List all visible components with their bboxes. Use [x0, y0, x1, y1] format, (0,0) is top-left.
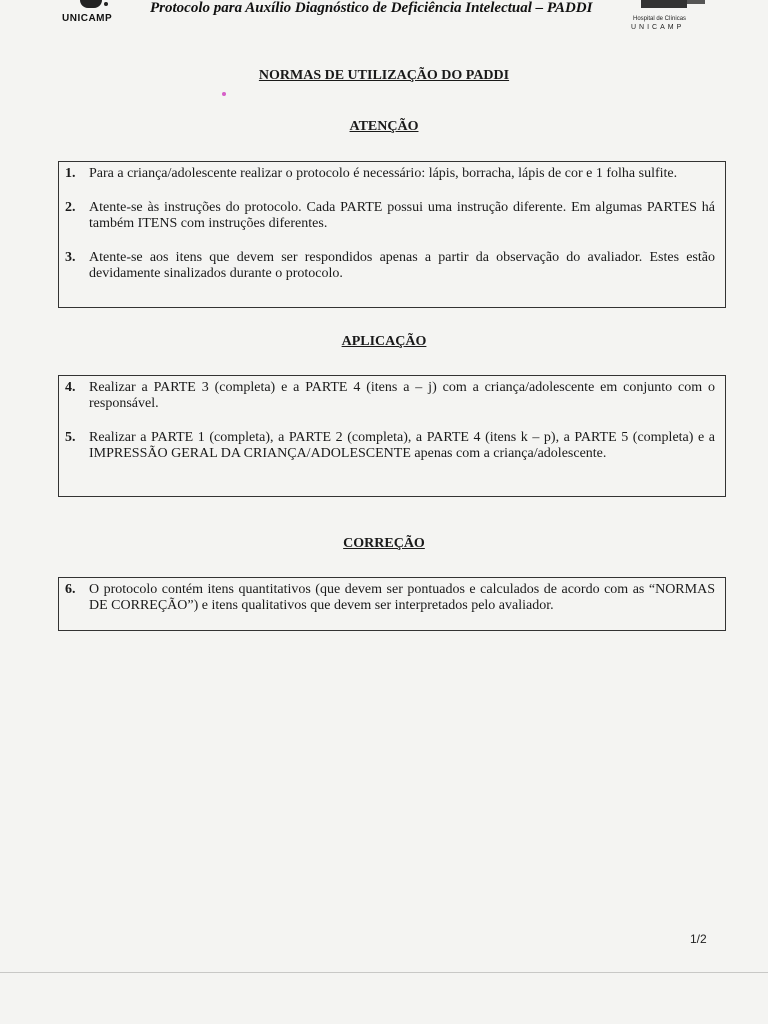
section-heading-aplicacao: APLICAÇÃO [341, 334, 427, 349]
main-heading: NORMAS DE UTILIZAÇÃO DO PADDI [258, 68, 510, 83]
item-text: Realizar a PARTE 1 (completa), a PARTE 2 (completa), a PARTE 4 (itens k – p), a PARTE 5 (completa) e a IMPRESSÃO GERAL DA CRIANÇA/ADOLESCENTE apenas com a criança/adolescente. [89, 430, 715, 461]
scan-speck [222, 92, 226, 96]
item-number: 3. [65, 250, 76, 265]
aplicacao-box [58, 375, 726, 497]
list-item [65, 166, 715, 182]
unicamp-logo-text: UNICAMP [62, 13, 113, 24]
item-text: Atente-se aos itens que devem ser respondidos apenas a partir da observação do avaliador. Estes estão devidamente sinalizados durante o protocolo. [89, 250, 715, 281]
item-number: 6. [65, 582, 76, 597]
list-item [65, 250, 715, 282]
list-item [65, 582, 715, 614]
page-header [0, 0, 768, 40]
unicamp-logo [60, 0, 130, 30]
hospital-logo-mark-icon [641, 0, 687, 8]
list-item [65, 380, 715, 412]
list-item [65, 430, 715, 462]
item-number: 4. [65, 380, 76, 395]
unicamp-logo-mark-icon [80, 0, 102, 8]
section-heading-correcao: CORREÇÃO [343, 536, 425, 551]
bottom-divider [0, 972, 768, 973]
section-heading-atencao: ATENÇÃO [349, 119, 419, 134]
item-text: Realizar a PARTE 3 (completa) e a PARTE 4 (itens a – j) com a criança/adolescente em conjunto com o responsável. [89, 380, 715, 411]
document-title: Protocolo para Auxílio Diagnóstico de Deficiência Intelectual – PADDI [150, 0, 593, 16]
item-text: O protocolo contém itens quantitativos (que devem ser pontuados e calculados de acordo com as “NORMAS DE CORREÇÃO”) e itens qualitativos que devem ser interpretados pelo avaliador. [89, 582, 715, 613]
hospital-logo [625, 0, 705, 36]
item-text: Para a criança/adolescente realizar o protocolo é necessário: lápis, borracha, lápis de cor e 1 folha sulfite. [89, 166, 678, 181]
item-text: Atente-se às instruções do protocolo. Cada PARTE possui uma instrução diferente. Em algumas PARTES há também ITENS com instruções diferentes. [89, 200, 715, 231]
hospital-logo-line1: Hospital de Clínicas [633, 16, 687, 22]
item-number: 1. [65, 166, 76, 181]
list-item [65, 200, 715, 232]
atencao-box [58, 161, 726, 308]
page-number: 1/2 [690, 932, 707, 946]
hospital-logo-line2: UNICAMP [631, 24, 685, 31]
correcao-box [58, 577, 726, 631]
item-number: 2. [65, 200, 76, 215]
hospital-logo-mark-secondary-icon [687, 0, 705, 4]
unicamp-logo-dot-icon [104, 2, 108, 6]
item-number: 5. [65, 430, 76, 445]
